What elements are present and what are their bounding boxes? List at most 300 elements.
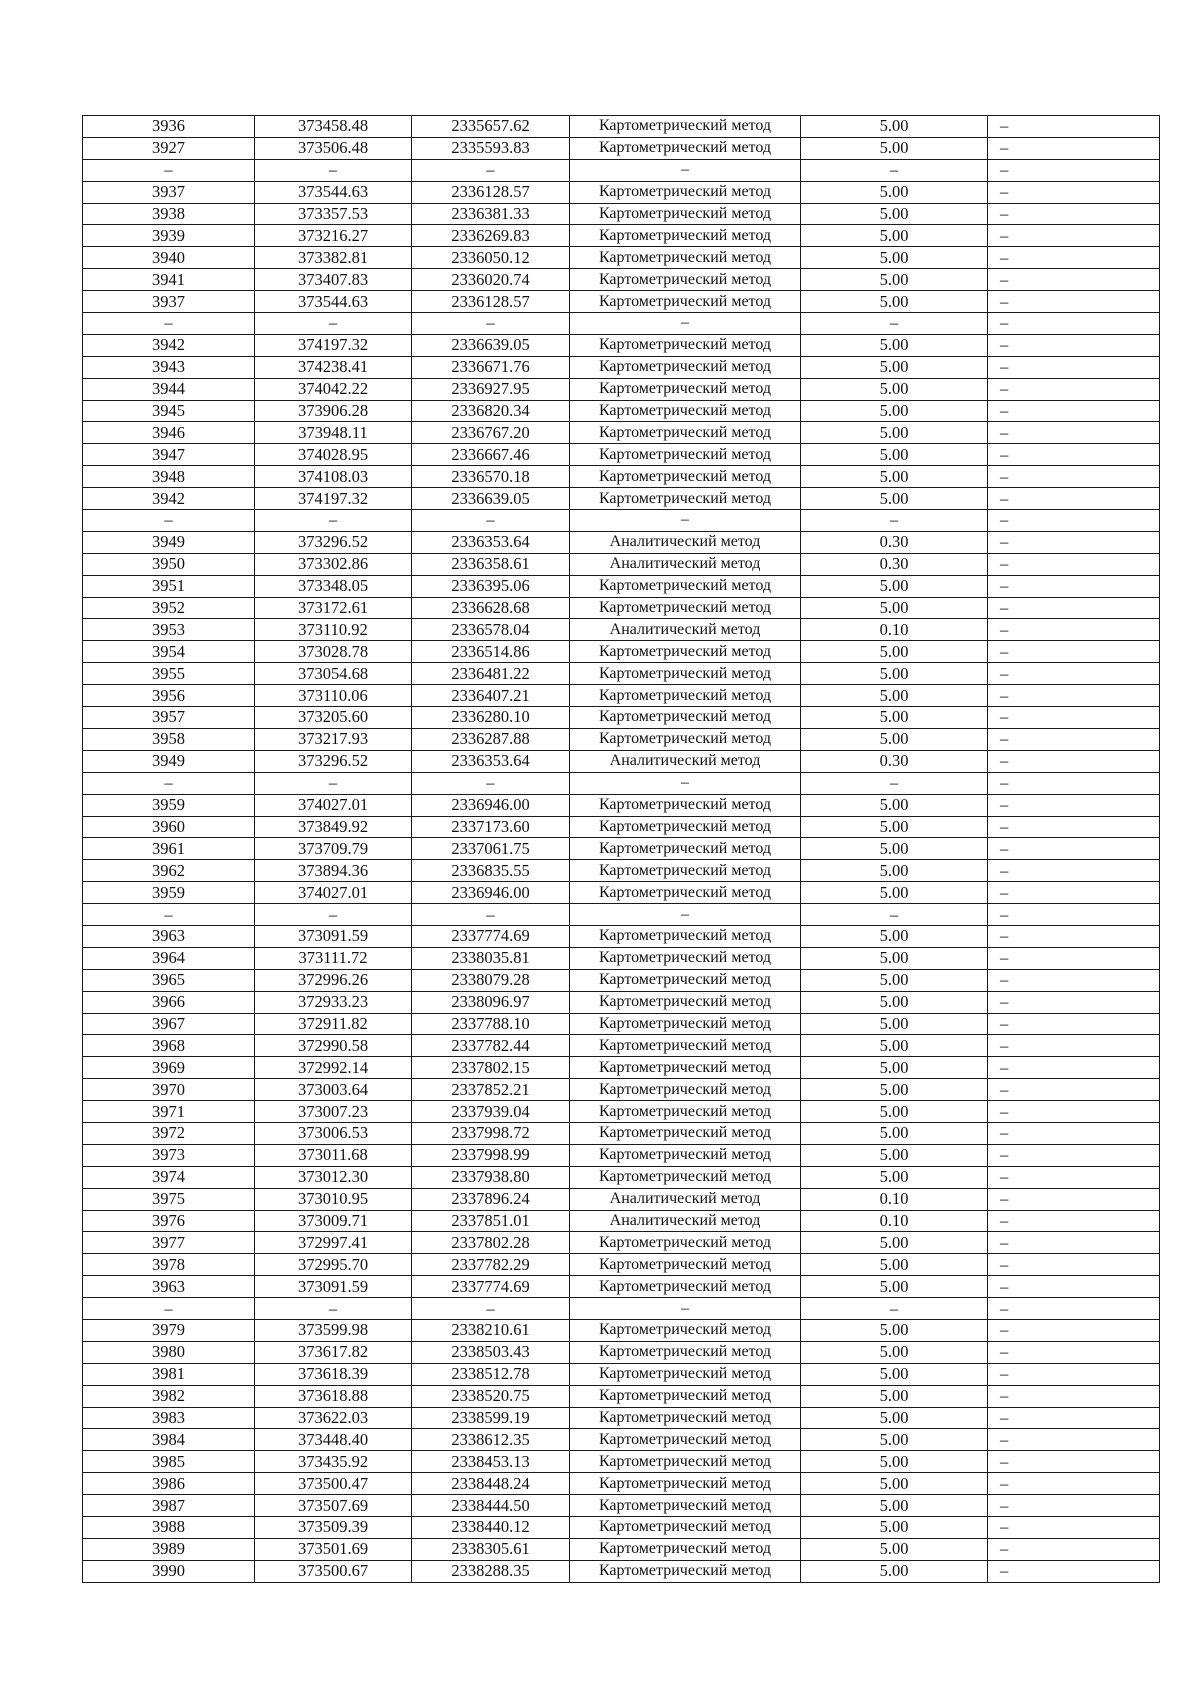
- x-coordinate-cell: 373599.98: [255, 1319, 412, 1341]
- point-number-cell: 3956: [83, 685, 255, 707]
- x-coordinate-cell: 373544.63: [255, 291, 412, 313]
- y-coordinate-cell: 2338288.35: [412, 1560, 570, 1582]
- accuracy-cell: 5.00: [801, 860, 988, 882]
- accuracy-cell: 5.00: [801, 1144, 988, 1166]
- method-cell: Аналитический метод: [570, 531, 801, 553]
- accuracy-cell: 5.00: [801, 575, 988, 597]
- table-row: [83, 1473, 1160, 1495]
- method-cell: Аналитический метод: [570, 619, 801, 641]
- description-cell: –: [988, 1560, 1160, 1582]
- x-coordinate-cell: 373009.71: [255, 1210, 412, 1232]
- accuracy-cell: 5.00: [801, 1013, 988, 1035]
- description-cell: –: [988, 1035, 1160, 1057]
- description-cell: –: [988, 553, 1160, 575]
- method-cell: Картометрический метод: [570, 1166, 801, 1188]
- point-number-cell: 3950: [83, 553, 255, 575]
- accuracy-cell: 5.00: [801, 925, 988, 947]
- description-cell: –: [988, 1144, 1160, 1166]
- accuracy-cell: 5.00: [801, 947, 988, 969]
- method-cell: Картометрический метод: [570, 925, 801, 947]
- method-cell: Картометрический метод: [570, 488, 801, 510]
- point-number-cell: 3979: [83, 1319, 255, 1341]
- x-coordinate-cell: 372996.26: [255, 969, 412, 991]
- point-number-cell: –: [83, 772, 255, 794]
- accuracy-cell: 0.10: [801, 1210, 988, 1232]
- point-number-cell: 3986: [83, 1473, 255, 1495]
- description-cell: –: [988, 1473, 1160, 1495]
- description-cell: –: [988, 728, 1160, 750]
- x-coordinate-cell: 373296.52: [255, 531, 412, 553]
- description-cell: –: [988, 1232, 1160, 1254]
- y-coordinate-cell: 2336578.04: [412, 619, 570, 641]
- y-coordinate-cell: 2337782.44: [412, 1035, 570, 1057]
- description-cell: –: [988, 1122, 1160, 1144]
- x-coordinate-cell: 373906.28: [255, 400, 412, 422]
- method-cell: Аналитический метод: [570, 750, 801, 772]
- accuracy-cell: 5.00: [801, 181, 988, 203]
- table-row: [83, 1560, 1160, 1582]
- description-cell: –: [988, 225, 1160, 247]
- point-number-cell: 3939: [83, 225, 255, 247]
- x-coordinate-cell: 373028.78: [255, 641, 412, 663]
- point-number-cell: 3942: [83, 334, 255, 356]
- table-row: [83, 904, 1160, 926]
- point-number-cell: 3954: [83, 641, 255, 663]
- x-coordinate-cell: 373111.72: [255, 947, 412, 969]
- y-coordinate-cell: 2337774.69: [412, 925, 570, 947]
- description-cell: –: [988, 1451, 1160, 1473]
- description-cell: –: [988, 181, 1160, 203]
- x-coordinate-cell: 373007.23: [255, 1101, 412, 1123]
- table-row: [83, 1276, 1160, 1298]
- table-row: [83, 1057, 1160, 1079]
- y-coordinate-cell: 2336358.61: [412, 553, 570, 575]
- description-cell: –: [988, 1363, 1160, 1385]
- x-coordinate-cell: 373458.48: [255, 116, 412, 138]
- method-cell: Картометрический метод: [570, 1276, 801, 1298]
- x-coordinate-cell: 374042.22: [255, 378, 412, 400]
- x-coordinate-cell: –: [255, 904, 412, 926]
- y-coordinate-cell: 2338440.12: [412, 1517, 570, 1539]
- accuracy-cell: 5.00: [801, 1429, 988, 1451]
- coordinates-table: [82, 115, 1160, 1583]
- table-row: [83, 116, 1160, 138]
- accuracy-cell: –: [801, 904, 988, 926]
- accuracy-cell: 5.00: [801, 1079, 988, 1101]
- point-number-cell: 3951: [83, 575, 255, 597]
- y-coordinate-cell: 2336514.86: [412, 641, 570, 663]
- method-cell: Картометрический метод: [570, 269, 801, 291]
- accuracy-cell: 5.00: [801, 1451, 988, 1473]
- y-coordinate-cell: 2335593.83: [412, 137, 570, 159]
- table-row: [83, 1035, 1160, 1057]
- description-cell: –: [988, 882, 1160, 904]
- y-coordinate-cell: 2338035.81: [412, 947, 570, 969]
- description-cell: –: [988, 1210, 1160, 1232]
- accuracy-cell: 0.10: [801, 1188, 988, 1210]
- table-row: [83, 772, 1160, 794]
- point-number-cell: 3970: [83, 1079, 255, 1101]
- table-row: [83, 794, 1160, 816]
- y-coordinate-cell: 2336353.64: [412, 531, 570, 553]
- x-coordinate-cell: –: [255, 772, 412, 794]
- description-cell: –: [988, 1429, 1160, 1451]
- y-coordinate-cell: 2337939.04: [412, 1101, 570, 1123]
- y-coordinate-cell: 2336835.55: [412, 860, 570, 882]
- table-row: [83, 685, 1160, 707]
- table-row: [83, 1495, 1160, 1517]
- method-cell: –: [570, 510, 801, 532]
- description-cell: –: [988, 203, 1160, 225]
- point-number-cell: 3937: [83, 291, 255, 313]
- method-cell: Аналитический метод: [570, 553, 801, 575]
- accuracy-cell: 5.00: [801, 1319, 988, 1341]
- method-cell: Картометрический метод: [570, 1451, 801, 1473]
- y-coordinate-cell: 2336767.20: [412, 422, 570, 444]
- accuracy-cell: 5.00: [801, 422, 988, 444]
- accuracy-cell: 5.00: [801, 291, 988, 313]
- point-number-cell: 3965: [83, 969, 255, 991]
- method-cell: Картометрический метод: [570, 1013, 801, 1035]
- x-coordinate-cell: 373435.92: [255, 1451, 412, 1473]
- method-cell: Картометрический метод: [570, 663, 801, 685]
- method-cell: Картометрический метод: [570, 1122, 801, 1144]
- accuracy-cell: 5.00: [801, 400, 988, 422]
- point-number-cell: 3955: [83, 663, 255, 685]
- x-coordinate-cell: 374197.32: [255, 488, 412, 510]
- description-cell: –: [988, 904, 1160, 926]
- method-cell: Аналитический метод: [570, 1188, 801, 1210]
- description-cell: –: [988, 247, 1160, 269]
- x-coordinate-cell: 373448.40: [255, 1429, 412, 1451]
- point-number-cell: 3987: [83, 1495, 255, 1517]
- table-row: [83, 575, 1160, 597]
- description-cell: –: [988, 1319, 1160, 1341]
- description-cell: –: [988, 619, 1160, 641]
- coordinates-table-body: [83, 116, 1160, 1583]
- table-row: [83, 334, 1160, 356]
- method-cell: Картометрический метод: [570, 816, 801, 838]
- x-coordinate-cell: 372933.23: [255, 991, 412, 1013]
- accuracy-cell: 5.00: [801, 444, 988, 466]
- x-coordinate-cell: 373010.95: [255, 1188, 412, 1210]
- point-number-cell: 3945: [83, 400, 255, 422]
- accuracy-cell: 5.00: [801, 707, 988, 729]
- accuracy-cell: 5.00: [801, 334, 988, 356]
- description-cell: –: [988, 641, 1160, 663]
- x-coordinate-cell: 373507.69: [255, 1495, 412, 1517]
- accuracy-cell: 5.00: [801, 1232, 988, 1254]
- x-coordinate-cell: 374028.95: [255, 444, 412, 466]
- table-row: [83, 137, 1160, 159]
- method-cell: –: [570, 904, 801, 926]
- x-coordinate-cell: 373054.68: [255, 663, 412, 685]
- y-coordinate-cell: 2337782.29: [412, 1254, 570, 1276]
- x-coordinate-cell: 373110.92: [255, 619, 412, 641]
- point-number-cell: 3943: [83, 356, 255, 378]
- table-row: [83, 422, 1160, 444]
- point-number-cell: 3946: [83, 422, 255, 444]
- y-coordinate-cell: 2336280.10: [412, 707, 570, 729]
- accuracy-cell: 5.00: [801, 1122, 988, 1144]
- method-cell: Картометрический метод: [570, 137, 801, 159]
- y-coordinate-cell: 2336946.00: [412, 794, 570, 816]
- description-cell: –: [988, 1057, 1160, 1079]
- y-coordinate-cell: 2336946.00: [412, 882, 570, 904]
- method-cell: Картометрический метод: [570, 203, 801, 225]
- method-cell: Аналитический метод: [570, 1210, 801, 1232]
- x-coordinate-cell: 372992.14: [255, 1057, 412, 1079]
- table-row: [83, 707, 1160, 729]
- x-coordinate-cell: 373709.79: [255, 838, 412, 860]
- point-number-cell: 3974: [83, 1166, 255, 1188]
- x-coordinate-cell: 373500.47: [255, 1473, 412, 1495]
- x-coordinate-cell: 372997.41: [255, 1232, 412, 1254]
- accuracy-cell: 5.00: [801, 225, 988, 247]
- description-cell: –: [988, 1407, 1160, 1429]
- table-row: [83, 728, 1160, 750]
- table-row: [83, 641, 1160, 663]
- point-number-cell: 3969: [83, 1057, 255, 1079]
- table-row: [83, 1210, 1160, 1232]
- table-row: [83, 181, 1160, 203]
- x-coordinate-cell: 373849.92: [255, 816, 412, 838]
- method-cell: Картометрический метод: [570, 947, 801, 969]
- y-coordinate-cell: 2336128.57: [412, 291, 570, 313]
- x-coordinate-cell: 373622.03: [255, 1407, 412, 1429]
- y-coordinate-cell: 2337802.15: [412, 1057, 570, 1079]
- point-number-cell: 3938: [83, 203, 255, 225]
- y-coordinate-cell: 2336820.34: [412, 400, 570, 422]
- y-coordinate-cell: 2335657.62: [412, 116, 570, 138]
- method-cell: Картометрический метод: [570, 247, 801, 269]
- point-number-cell: 3944: [83, 378, 255, 400]
- method-cell: Картометрический метод: [570, 422, 801, 444]
- method-cell: Картометрический метод: [570, 400, 801, 422]
- accuracy-cell: 5.00: [801, 247, 988, 269]
- point-number-cell: 3937: [83, 181, 255, 203]
- description-cell: –: [988, 1495, 1160, 1517]
- method-cell: Картометрический метод: [570, 466, 801, 488]
- method-cell: Картометрический метод: [570, 1341, 801, 1363]
- x-coordinate-cell: 373509.39: [255, 1517, 412, 1539]
- method-cell: Картометрический метод: [570, 641, 801, 663]
- description-cell: –: [988, 772, 1160, 794]
- description-cell: –: [988, 750, 1160, 772]
- table-row: [83, 1385, 1160, 1407]
- point-number-cell: 3971: [83, 1101, 255, 1123]
- y-coordinate-cell: –: [412, 772, 570, 794]
- accuracy-cell: 5.00: [801, 1560, 988, 1582]
- table-row: [83, 313, 1160, 335]
- x-coordinate-cell: 373216.27: [255, 225, 412, 247]
- y-coordinate-cell: 2336269.83: [412, 225, 570, 247]
- point-number-cell: 3953: [83, 619, 255, 641]
- method-cell: Картометрический метод: [570, 860, 801, 882]
- y-coordinate-cell: 2336667.46: [412, 444, 570, 466]
- method-cell: Картометрический метод: [570, 1319, 801, 1341]
- method-cell: Картометрический метод: [570, 334, 801, 356]
- point-number-cell: 3983: [83, 1407, 255, 1429]
- y-coordinate-cell: 2338612.35: [412, 1429, 570, 1451]
- description-cell: –: [988, 1079, 1160, 1101]
- point-number-cell: 3984: [83, 1429, 255, 1451]
- description-cell: –: [988, 816, 1160, 838]
- point-number-cell: 3952: [83, 597, 255, 619]
- x-coordinate-cell: 373948.11: [255, 422, 412, 444]
- y-coordinate-cell: 2337938.80: [412, 1166, 570, 1188]
- method-cell: Картометрический метод: [570, 1407, 801, 1429]
- y-coordinate-cell: 2337173.60: [412, 816, 570, 838]
- description-cell: –: [988, 313, 1160, 335]
- x-coordinate-cell: 372995.70: [255, 1254, 412, 1276]
- table-row: [83, 619, 1160, 641]
- x-coordinate-cell: 373205.60: [255, 707, 412, 729]
- y-coordinate-cell: 2338599.19: [412, 1407, 570, 1429]
- y-coordinate-cell: 2338096.97: [412, 991, 570, 1013]
- description-cell: –: [988, 1276, 1160, 1298]
- point-number-cell: –: [83, 904, 255, 926]
- accuracy-cell: 5.00: [801, 1407, 988, 1429]
- accuracy-cell: 0.30: [801, 531, 988, 553]
- y-coordinate-cell: –: [412, 313, 570, 335]
- method-cell: Картометрический метод: [570, 1473, 801, 1495]
- x-coordinate-cell: 373006.53: [255, 1122, 412, 1144]
- point-number-cell: 3976: [83, 1210, 255, 1232]
- point-number-cell: 3942: [83, 488, 255, 510]
- y-coordinate-cell: 2336050.12: [412, 247, 570, 269]
- y-coordinate-cell: 2336128.57: [412, 181, 570, 203]
- table-row: [83, 1122, 1160, 1144]
- table-row: [83, 466, 1160, 488]
- x-coordinate-cell: 374197.32: [255, 334, 412, 356]
- point-number-cell: 3940: [83, 247, 255, 269]
- accuracy-cell: 5.00: [801, 969, 988, 991]
- method-cell: Картометрический метод: [570, 575, 801, 597]
- point-number-cell: –: [83, 313, 255, 335]
- accuracy-cell: 5.00: [801, 466, 988, 488]
- point-number-cell: 3957: [83, 707, 255, 729]
- description-cell: –: [988, 707, 1160, 729]
- description-cell: –: [988, 378, 1160, 400]
- description-cell: –: [988, 947, 1160, 969]
- accuracy-cell: –: [801, 159, 988, 181]
- method-cell: Картометрический метод: [570, 1035, 801, 1057]
- accuracy-cell: 5.00: [801, 116, 988, 138]
- method-cell: –: [570, 313, 801, 335]
- point-number-cell: 3962: [83, 860, 255, 882]
- y-coordinate-cell: 2337851.01: [412, 1210, 570, 1232]
- description-cell: –: [988, 860, 1160, 882]
- accuracy-cell: 5.00: [801, 203, 988, 225]
- x-coordinate-cell: 373407.83: [255, 269, 412, 291]
- method-cell: Картометрический метод: [570, 444, 801, 466]
- table-row: [83, 1079, 1160, 1101]
- table-row: [83, 531, 1160, 553]
- method-cell: Картометрический метод: [570, 1101, 801, 1123]
- x-coordinate-cell: 373501.69: [255, 1538, 412, 1560]
- y-coordinate-cell: 2336481.22: [412, 663, 570, 685]
- point-number-cell: 3972: [83, 1122, 255, 1144]
- method-cell: Картометрический метод: [570, 116, 801, 138]
- accuracy-cell: –: [801, 772, 988, 794]
- description-cell: –: [988, 1101, 1160, 1123]
- y-coordinate-cell: –: [412, 1298, 570, 1320]
- point-number-cell: 3949: [83, 531, 255, 553]
- y-coordinate-cell: 2336353.64: [412, 750, 570, 772]
- accuracy-cell: 5.00: [801, 137, 988, 159]
- accuracy-cell: 5.00: [801, 838, 988, 860]
- description-cell: –: [988, 1254, 1160, 1276]
- accuracy-cell: 5.00: [801, 1517, 988, 1539]
- x-coordinate-cell: 373012.30: [255, 1166, 412, 1188]
- table-row: [83, 597, 1160, 619]
- x-coordinate-cell: 373382.81: [255, 247, 412, 269]
- x-coordinate-cell: 373172.61: [255, 597, 412, 619]
- accuracy-cell: 5.00: [801, 1166, 988, 1188]
- x-coordinate-cell: –: [255, 159, 412, 181]
- x-coordinate-cell: 373091.59: [255, 925, 412, 947]
- table-row: [83, 269, 1160, 291]
- point-number-cell: 3927: [83, 137, 255, 159]
- point-number-cell: 3968: [83, 1035, 255, 1057]
- accuracy-cell: 5.00: [801, 1495, 988, 1517]
- point-number-cell: 3963: [83, 1276, 255, 1298]
- x-coordinate-cell: 373617.82: [255, 1341, 412, 1363]
- method-cell: Картометрический метод: [570, 1560, 801, 1582]
- y-coordinate-cell: 2336395.06: [412, 575, 570, 597]
- description-cell: –: [988, 663, 1160, 685]
- description-cell: –: [988, 838, 1160, 860]
- description-cell: –: [988, 1188, 1160, 1210]
- accuracy-cell: 5.00: [801, 991, 988, 1013]
- table-row: [83, 1517, 1160, 1539]
- y-coordinate-cell: 2337788.10: [412, 1013, 570, 1035]
- point-number-cell: 3982: [83, 1385, 255, 1407]
- table-row: [83, 291, 1160, 313]
- point-number-cell: 3990: [83, 1560, 255, 1582]
- table-row: [83, 225, 1160, 247]
- x-coordinate-cell: 373618.39: [255, 1363, 412, 1385]
- description-cell: –: [988, 422, 1160, 444]
- y-coordinate-cell: 2336381.33: [412, 203, 570, 225]
- x-coordinate-cell: –: [255, 313, 412, 335]
- y-coordinate-cell: 2338305.61: [412, 1538, 570, 1560]
- method-cell: Картометрический метод: [570, 1363, 801, 1385]
- method-cell: Картометрический метод: [570, 1144, 801, 1166]
- table-row: [83, 510, 1160, 532]
- description-cell: –: [988, 969, 1160, 991]
- accuracy-cell: 0.30: [801, 750, 988, 772]
- accuracy-cell: 5.00: [801, 488, 988, 510]
- method-cell: Картометрический метод: [570, 1429, 801, 1451]
- y-coordinate-cell: 2336639.05: [412, 334, 570, 356]
- method-cell: Картометрический метод: [570, 728, 801, 750]
- y-coordinate-cell: 2337896.24: [412, 1188, 570, 1210]
- y-coordinate-cell: 2337998.72: [412, 1122, 570, 1144]
- method-cell: Картометрический метод: [570, 378, 801, 400]
- point-number-cell: –: [83, 510, 255, 532]
- y-coordinate-cell: 2338453.13: [412, 1451, 570, 1473]
- description-cell: –: [988, 159, 1160, 181]
- x-coordinate-cell: 373357.53: [255, 203, 412, 225]
- point-number-cell: 3988: [83, 1517, 255, 1539]
- x-coordinate-cell: 373618.88: [255, 1385, 412, 1407]
- description-cell: –: [988, 925, 1160, 947]
- x-coordinate-cell: 373894.36: [255, 860, 412, 882]
- accuracy-cell: 5.00: [801, 1101, 988, 1123]
- method-cell: Картометрический метод: [570, 1057, 801, 1079]
